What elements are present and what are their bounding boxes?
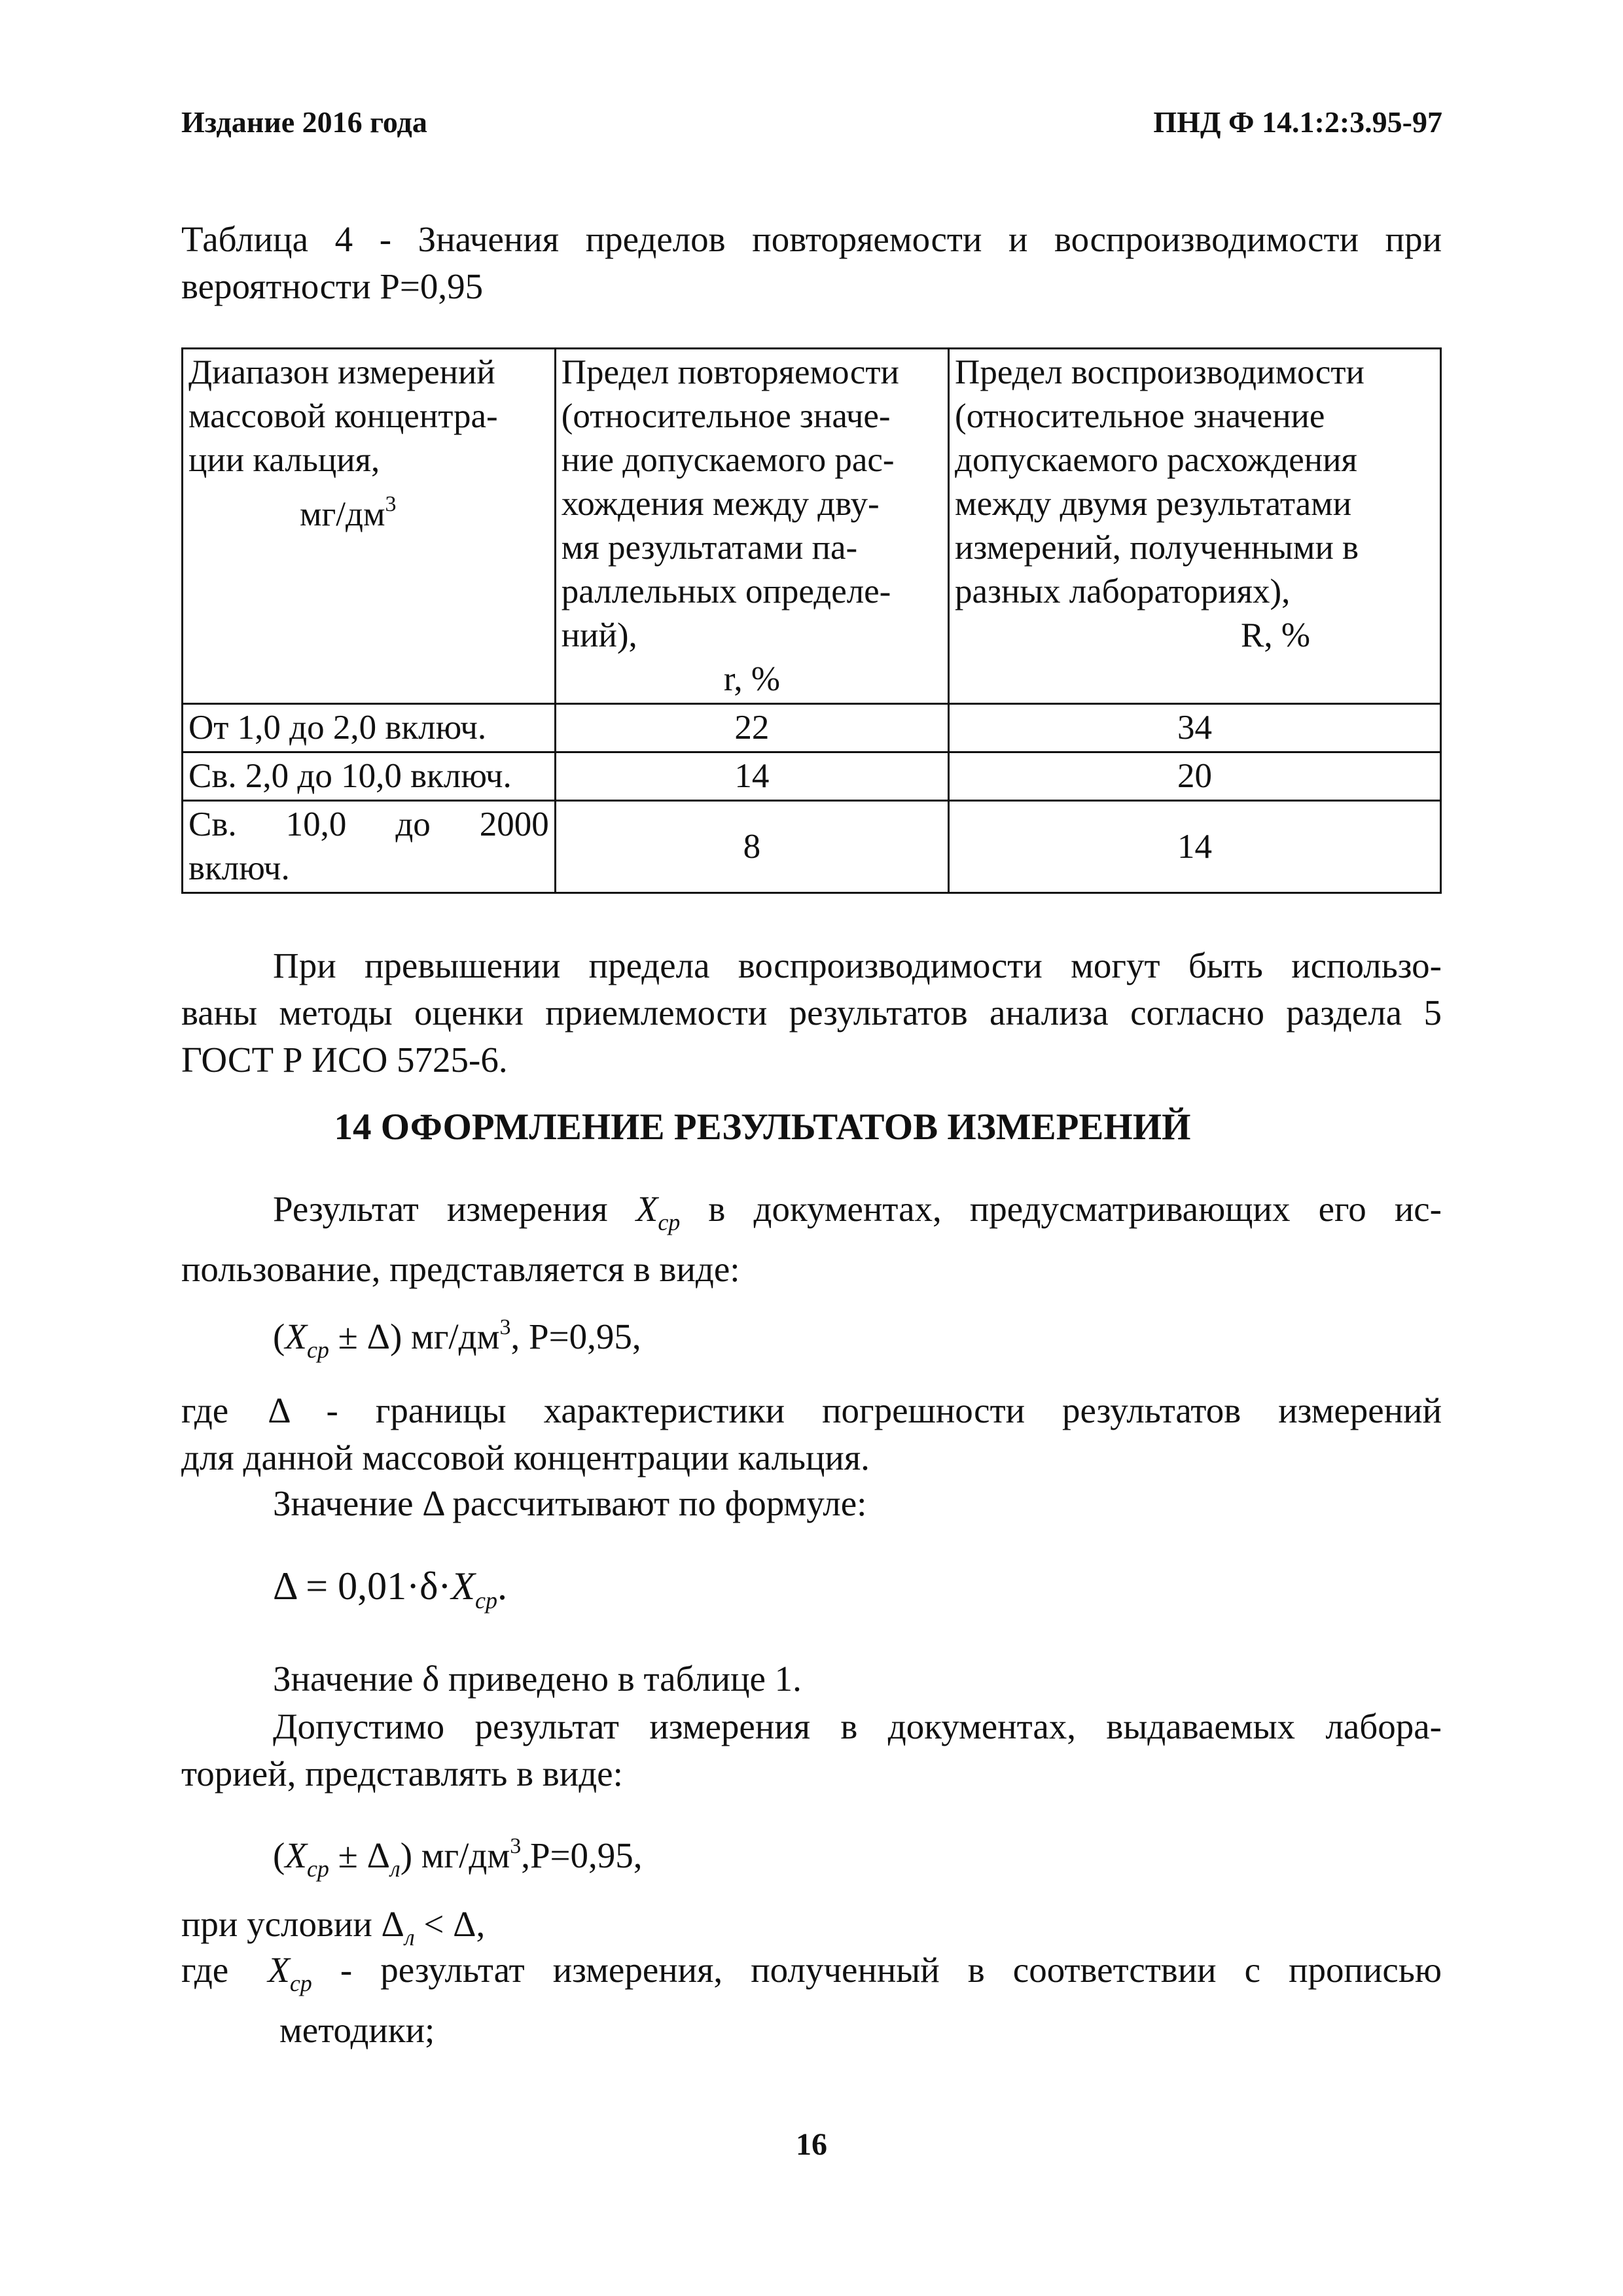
formula-part: ,P=0,95,: [521, 1835, 643, 1875]
paragraph-line: При превышении предела воспроизводимости могут быть использо-: [273, 945, 1442, 985]
text-run: < Δ,: [414, 1904, 486, 1944]
paragraph-line: [181, 1387, 1442, 1434]
delta-calc-line: Значение Δ рассчитывают по формуле:: [273, 1483, 867, 1523]
text-run: Δ - границы характеристики погрешности результатов измерений: [268, 1390, 1442, 1430]
header-text: разных лабораториях),: [955, 573, 1291, 610]
where-x-paragraph: [181, 1947, 1442, 2054]
header-unit: [188, 482, 549, 537]
limits-table: [181, 347, 1442, 894]
delta-table-line: Значение δ приведено в таблице 1.: [273, 1659, 802, 1699]
unit-text: мг/дм: [300, 495, 385, 533]
formula-part: (: [273, 1835, 285, 1875]
table-row: [183, 704, 1441, 752]
range-cell: [183, 801, 556, 893]
paragraph-line: [181, 1186, 1442, 1246]
table-caption-line: вероятности P=0,95: [181, 266, 484, 306]
header-text: раллельных определе-: [561, 573, 891, 610]
header-text: (относительное значе-: [561, 397, 891, 435]
header-text: массовой концентра-: [188, 397, 498, 435]
repeatability-cell: 14: [555, 752, 948, 801]
range-word: 2000: [479, 805, 549, 843]
reproducibility-cell: 34: [949, 704, 1441, 752]
paragraph-line: пользование, представляется в виде:: [181, 1249, 740, 1289]
header-text: между двумя результатами: [955, 485, 1352, 523]
header-text: ции кальция,: [188, 441, 380, 479]
table-caption: [181, 216, 1442, 310]
header-symbol: r, %: [723, 660, 780, 698]
text-run: в документах, предусматривающих его ис-: [680, 1189, 1442, 1229]
range-line: включ.: [188, 849, 290, 887]
range-line: [188, 803, 549, 847]
range-word: 10,0: [285, 805, 347, 843]
paragraph-line: для данной массовой концентрации кальция.: [181, 1438, 870, 1477]
paragraph-line: [181, 1947, 1442, 2007]
page-number: 16: [796, 2127, 827, 2162]
formula-part: ± Δ) мг/дм: [329, 1316, 500, 1356]
header-text: допускаемого расхождения: [955, 441, 1357, 479]
header-text: Предел воспроизводимости: [955, 353, 1364, 391]
unit-exponent: 3: [385, 492, 397, 516]
range-word: до: [395, 805, 431, 843]
subscript: л: [389, 1856, 401, 1882]
header-text: хождения между дву-: [561, 485, 880, 523]
reproducibility-cell: 14: [949, 801, 1441, 893]
variable-x: X: [268, 1950, 290, 1990]
text-run: - результат измерения, полученный в соответствии с прописью: [312, 1950, 1442, 1990]
paragraph-line: торией, представлять в виде:: [181, 1754, 623, 1793]
header-text: ний),: [561, 616, 637, 654]
superscript: 3: [510, 1834, 522, 1858]
where-word: где: [181, 1950, 229, 1990]
subscript: ср: [475, 1587, 497, 1614]
superscript: 3: [499, 1315, 511, 1339]
header-repeatability-cell: [555, 349, 948, 704]
header-text: Диапазон измерений: [188, 353, 495, 391]
edition-header: Издание 2016 года: [181, 105, 427, 139]
table-row: [183, 801, 1441, 893]
header-text: измерений, полученными в: [955, 529, 1359, 567]
table-row: [183, 752, 1441, 801]
lab-result-formula: [273, 1834, 643, 1882]
exceed-paragraph: [181, 942, 1442, 1084]
repeatability-cell: 8: [555, 801, 948, 893]
formula-part: Δ = 0,01·δ·: [273, 1564, 452, 1608]
range-cell: От 1,0 до 2,0 включ.: [183, 704, 556, 752]
formula-part: .: [497, 1564, 507, 1608]
subscript: ср: [306, 1337, 329, 1363]
formula-part: ± Δ: [329, 1835, 390, 1875]
formula-part: , P=0,95,: [510, 1316, 641, 1356]
subscript: л: [404, 1924, 415, 1951]
where-delta-paragraph: [181, 1387, 1442, 1481]
range-word: Св.: [188, 805, 237, 843]
header-text: ние допускаемого рас-: [561, 441, 895, 479]
allowed-paragraph: [181, 1703, 1442, 1797]
table-header-row: [183, 349, 1441, 704]
subscript: ср: [289, 1970, 312, 1996]
repeatability-cell: 22: [555, 704, 948, 752]
variable-x: X: [285, 1316, 307, 1356]
paragraph-line: ваны методы оценки приемлемости результатов анализа согласно раздела 5: [181, 993, 1442, 1033]
header-text: мя результатами па-: [561, 529, 858, 567]
text-run: Результат измерения: [273, 1189, 636, 1229]
header-text: (относительное значение: [955, 397, 1325, 435]
header-range-cell: [183, 349, 556, 704]
variable-x: X: [285, 1835, 307, 1875]
paragraph-line: Допустимо результат измерения в документах, выдаваемых лабора-: [273, 1706, 1442, 1746]
formula-part: ) мг/дм: [400, 1835, 510, 1875]
paragraph-line: ГОСТ Р ИСО 5725-6.: [181, 1040, 508, 1080]
subscript: ср: [306, 1856, 329, 1882]
where-word: где: [181, 1390, 229, 1430]
variable-x: X: [635, 1189, 658, 1229]
reproducibility-cell: 20: [949, 752, 1441, 801]
range-cell: Св. 2,0 до 10,0 включ.: [183, 752, 556, 801]
header-symbol: R, %: [1241, 616, 1310, 654]
result-paragraph: [181, 1186, 1442, 1293]
result-formula: [273, 1315, 641, 1364]
header-reproducibility-cell: [949, 349, 1441, 704]
text-run: при условии Δ: [181, 1904, 404, 1944]
header-text: Предел повторяемости: [561, 353, 899, 391]
section-title: 14 ОФОРМЛЕНИЕ РЕЗУЛЬТАТОВ ИЗМЕРЕНИЙ: [334, 1106, 1191, 1148]
formula-part: (: [273, 1316, 285, 1356]
subscript: ср: [658, 1209, 681, 1235]
document-code-header: ПНД Ф 14.1:2:3.95-97: [1153, 105, 1442, 139]
variable-x: X: [451, 1564, 475, 1608]
paragraph-line: методики;: [279, 2010, 435, 2050]
table-caption-line: Таблица 4 - Значения пределов повторяемости и воспроизводимости при: [181, 219, 1442, 259]
delta-formula: [273, 1564, 507, 1614]
